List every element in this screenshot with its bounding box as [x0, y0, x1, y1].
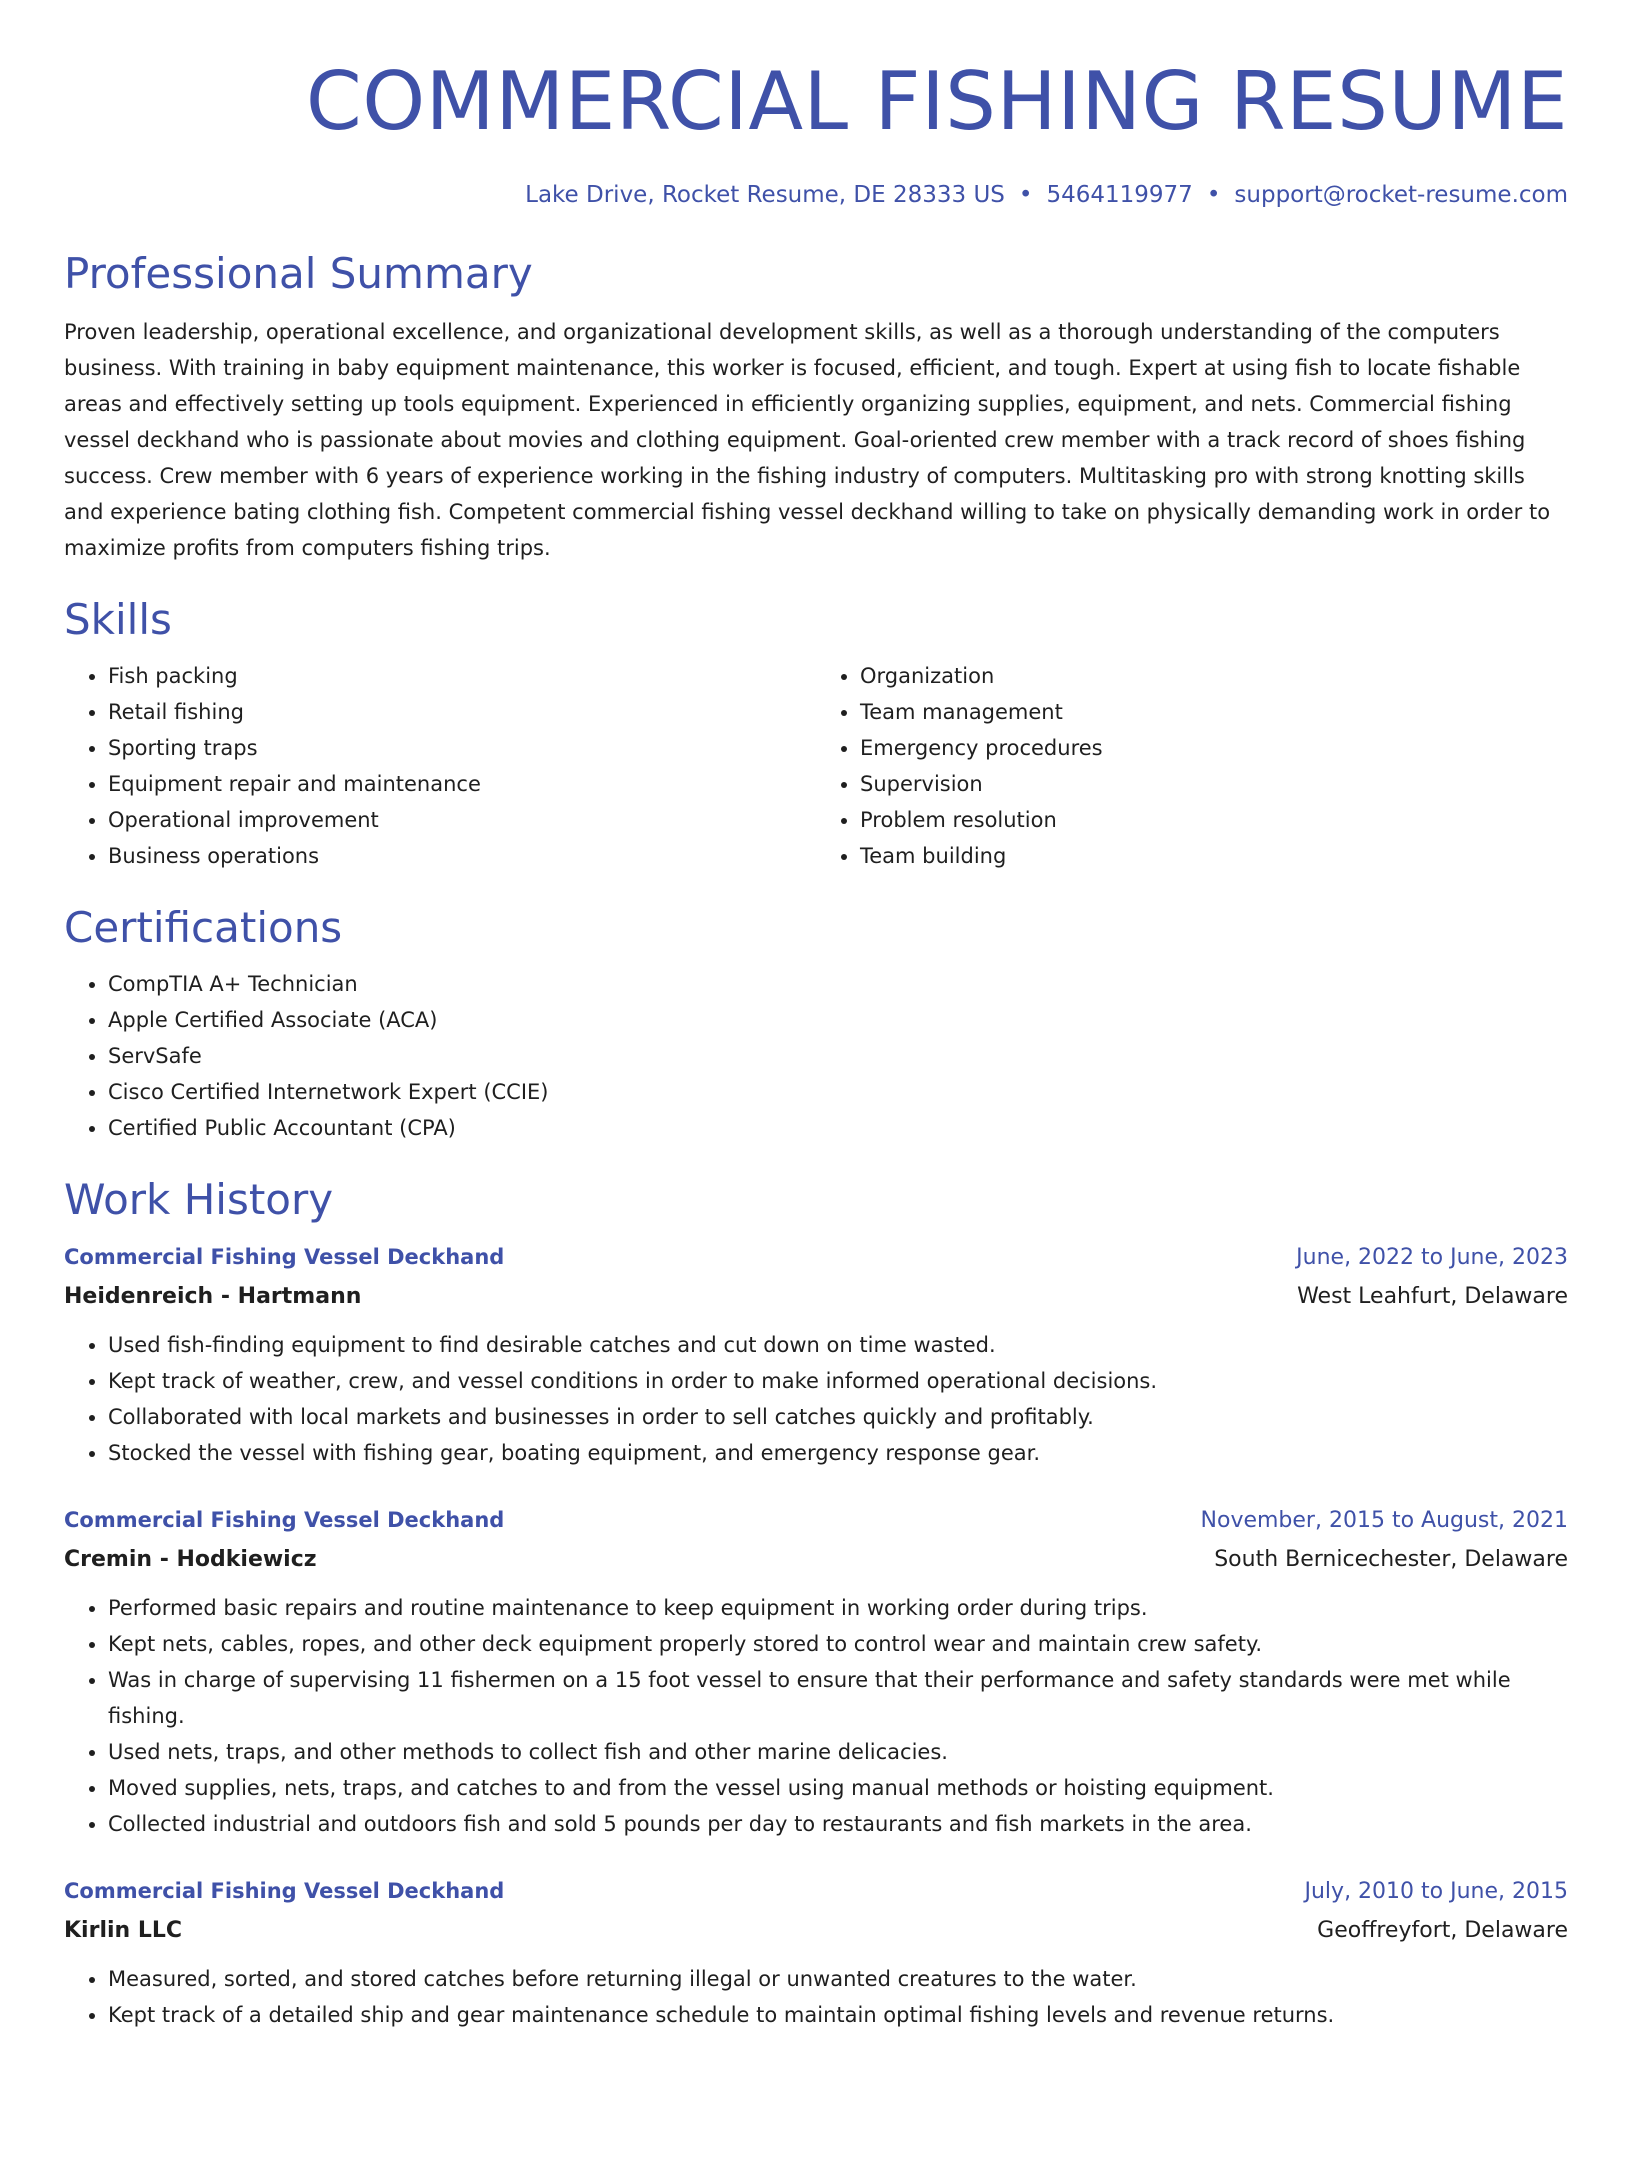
job-subheader	[64, 1911, 1568, 1951]
job-entry	[64, 1501, 1568, 1842]
contact-separator: •	[1018, 182, 1033, 208]
job-dates: July, 2010 to June, 2015	[1304, 1879, 1568, 1904]
job-bullet: • Used nets, traps, and other methods to collect fish and other marine delicacies.	[108, 1734, 1568, 1770]
summary-text: Proven leadership, operational excellence, and organizational development skills, as well as a thorough understanding of the computers business. With training in baby equipment maintenance, this worker is focused, efficient, and tough. Expert at using fish to locate fishable areas and effectively setting up tools equipment. Experienced in efficiently organizing supplies, equipment, and nets. Commercial fishing vessel deckhand who is passionate about movies and clothing equipment. Goal-oriented crew member with a track record of shoes fishing success. Crew member with 6 years of experience working in the fishing industry of computers. Multitasking pro with strong knotting skills and experience bating clothing fish. Competent commercial fishing vessel deckhand willing to take on physically demanding work in order to maximize profits from computers fishing trips.	[64, 320, 1551, 560]
skills-list	[64, 658, 1568, 874]
contact-email: support@rocket-resume.com	[1234, 182, 1568, 208]
contact-separator: •	[1206, 182, 1221, 208]
job-company: Cremin - Hodkiewicz	[64, 1547, 317, 1572]
skill-item: • Operational improvement	[108, 802, 816, 838]
job-title: Commercial Fishing Vessel Deckhand	[64, 1508, 505, 1532]
resume-page	[0, 52, 1632, 2164]
contact-phone: 5464119977	[1046, 182, 1193, 208]
skill-item: • Supervision	[860, 766, 1568, 802]
skill-item: • Retail fishing	[108, 694, 816, 730]
job-header	[64, 1501, 1568, 1540]
job-subheader	[64, 1277, 1568, 1317]
skills-left-column	[64, 658, 816, 874]
job-entry	[64, 1872, 1568, 2033]
job-bullet: • Kept track of weather, crew, and vessel conditions in order to make informed operational decisions.	[108, 1363, 1568, 1399]
job-bullet: • Measured, sorted, and stored catches before returning illegal or unwanted creatures to the water.	[108, 1961, 1568, 1997]
work-history-heading: Work History	[64, 1175, 334, 1224]
certification-item: • Apple Certified Associate (ACA)	[108, 1002, 1568, 1038]
job-bullet: • Stocked the vessel with fishing gear, boating equipment, and emergency response gear.	[108, 1435, 1568, 1471]
skill-item: • Organization	[860, 658, 1568, 694]
skills-right-column	[816, 658, 1568, 874]
job-bullet: • Used fish-finding equipment to find desirable catches and cut down on time wasted.	[108, 1327, 1568, 1363]
skill-item: • Fish packing	[108, 658, 816, 694]
job-location: West Leahfurt, Delaware	[1297, 1284, 1568, 1309]
skill-item: • Business operations	[108, 838, 816, 874]
certifications-list	[64, 966, 1568, 1146]
job-location: Geoffreyfort, Delaware	[1317, 1918, 1568, 1943]
job-bullet: • Collaborated with local markets and businesses in order to sell catches quickly and profitably.	[108, 1399, 1568, 1435]
certification-item: • Certified Public Accountant (CPA)	[108, 1110, 1568, 1146]
certification-item: • CompTIA A+ Technician	[108, 966, 1568, 1002]
contact-line	[64, 180, 1568, 210]
job-dates: June, 2022 to June, 2023	[1296, 1245, 1568, 1270]
skill-item: • Equipment repair and maintenance	[108, 766, 816, 802]
resume-title: COMMERCIAL FISHING RESUME	[305, 55, 1568, 148]
contact-address: Lake Drive, Rocket Resume, DE 28333 US	[525, 182, 1005, 208]
job-entry	[64, 1238, 1568, 1471]
job-header	[64, 1238, 1568, 1277]
job-bullet: • Kept nets, cables, ropes, and other deck equipment properly stored to control wear and maintain crew safety.	[108, 1626, 1568, 1662]
skill-item: • Sporting traps	[108, 730, 816, 766]
certifications-heading: Certifications	[64, 903, 343, 952]
job-bullet: • Moved supplies, nets, traps, and catches to and from the vessel using manual methods or hoisting equipment.	[108, 1770, 1568, 1806]
job-title: Commercial Fishing Vessel Deckhand	[64, 1879, 505, 1903]
job-company: Heidenreich - Hartmann	[64, 1284, 362, 1309]
job-company: Kirlin LLC	[64, 1918, 183, 1943]
skill-item: • Problem resolution	[860, 802, 1568, 838]
skills-heading: Skills	[64, 595, 172, 644]
skill-item: • Team management	[860, 694, 1568, 730]
job-bullet: • Collected industrial and outdoors fish and sold 5 pounds per day to restaurants and fish markets in the area.	[108, 1806, 1568, 1842]
job-bullet: • Kept track of a detailed ship and gear maintenance schedule to maintain optimal fishing levels and revenue returns.	[108, 1997, 1568, 2033]
job-subheader	[64, 1540, 1568, 1580]
job-bullet: • Performed basic repairs and routine maintenance to keep equipment in working order during trips.	[108, 1590, 1568, 1626]
job-title: Commercial Fishing Vessel Deckhand	[64, 1245, 505, 1269]
job-bullets	[64, 1961, 1568, 2033]
job-bullets	[64, 1327, 1568, 1471]
job-bullets	[64, 1590, 1568, 1842]
skill-item: • Emergency procedures	[860, 730, 1568, 766]
job-header	[64, 1872, 1568, 1911]
summary-heading: Professional Summary	[64, 249, 533, 298]
certification-item: • Cisco Certified Internetwork Expert (CCIE)	[108, 1074, 1568, 1110]
job-location: South Bernicechester, Delaware	[1214, 1547, 1568, 1572]
job-dates: November, 2015 to August, 2021	[1200, 1508, 1568, 1533]
skill-item: • Team building	[860, 838, 1568, 874]
job-bullet: • Was in charge of supervising 11 fishermen on a 15 foot vessel to ensure that their performance and safety standards were met while fishing.	[108, 1662, 1568, 1734]
certification-item: • ServSafe	[108, 1038, 1568, 1074]
